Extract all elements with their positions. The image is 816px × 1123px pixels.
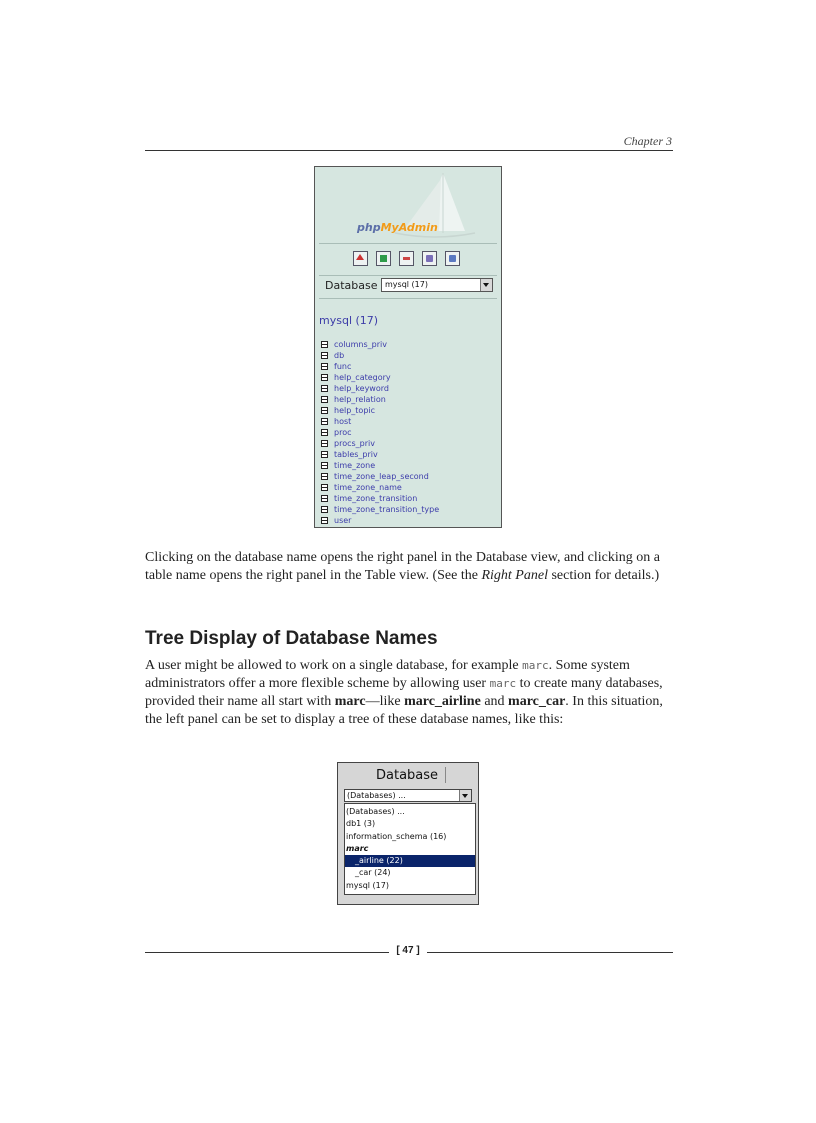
table-item[interactable]: func bbox=[321, 361, 439, 372]
table-item[interactable]: help_keyword bbox=[321, 383, 439, 394]
database-select[interactable]: mysql (17) bbox=[381, 278, 493, 292]
table-item[interactable]: time_zone_leap_second bbox=[321, 471, 439, 482]
option-db1[interactable]: db1 (3) bbox=[346, 819, 376, 829]
database-select[interactable]: (Databases) ... bbox=[344, 789, 472, 802]
divider bbox=[319, 298, 497, 299]
database-name-link[interactable]: mysql (17) bbox=[319, 314, 379, 327]
table-icon[interactable] bbox=[321, 473, 328, 480]
table-icon[interactable] bbox=[321, 462, 328, 469]
option-marc-car[interactable]: _car (24) bbox=[355, 868, 391, 878]
table-icon[interactable] bbox=[321, 385, 328, 392]
table-item[interactable]: proc bbox=[321, 427, 439, 438]
sql-icon[interactable] bbox=[399, 251, 414, 266]
table-item[interactable]: db bbox=[321, 350, 439, 361]
chapter-header: Chapter 3 bbox=[623, 134, 672, 148]
option-information-schema[interactable]: information_schema (16) bbox=[346, 831, 447, 841]
table-item[interactable]: columns_priv bbox=[321, 339, 439, 350]
table-item[interactable]: procs_priv bbox=[321, 438, 439, 449]
database-options-list bbox=[344, 803, 476, 895]
query-window-icon[interactable] bbox=[376, 251, 391, 266]
table-icon[interactable] bbox=[321, 484, 328, 491]
table-item[interactable]: host bbox=[321, 416, 439, 427]
option-group-marc: marc bbox=[346, 843, 369, 853]
phpmyadmin-docs-icon[interactable] bbox=[445, 251, 460, 266]
table-icon[interactable] bbox=[321, 374, 328, 381]
header-rule bbox=[145, 150, 673, 151]
table-icon[interactable] bbox=[321, 418, 328, 425]
table-icon[interactable] bbox=[321, 506, 328, 513]
footer-rule-left bbox=[145, 952, 389, 953]
divider bbox=[319, 275, 497, 276]
section-heading: Tree Display of Database Names bbox=[145, 628, 438, 649]
sailboat-logo-graphic bbox=[315, 167, 501, 247]
divider bbox=[445, 767, 446, 783]
option-databases[interactable]: (Databases) ... bbox=[346, 807, 405, 816]
table-icon[interactable] bbox=[321, 407, 328, 414]
table-item[interactable]: help_category bbox=[321, 372, 439, 383]
table-item[interactable]: user bbox=[321, 515, 439, 526]
option-marc-airline[interactable]: _airline (22) bbox=[345, 855, 475, 867]
option-mysql[interactable]: mysql (17) bbox=[346, 880, 389, 890]
table-icon[interactable] bbox=[321, 440, 328, 447]
table-item[interactable]: time_zone_transition bbox=[321, 493, 439, 504]
table-icon[interactable] bbox=[321, 363, 328, 370]
table-item[interactable]: help_relation bbox=[321, 394, 439, 405]
table-item[interactable]: time_zone_name bbox=[321, 482, 439, 493]
table-icon[interactable] bbox=[321, 429, 328, 436]
page-number: [ 47 ] bbox=[396, 945, 420, 956]
table-list bbox=[321, 339, 439, 526]
table-icon[interactable] bbox=[321, 352, 328, 359]
phpmyadmin-left-panel-figure bbox=[314, 166, 502, 528]
table-icon[interactable] bbox=[321, 341, 328, 348]
table-icon[interactable] bbox=[321, 396, 328, 403]
database-label: Database bbox=[325, 279, 378, 292]
table-item[interactable]: time_zone bbox=[321, 460, 439, 471]
table-icon[interactable] bbox=[321, 517, 328, 524]
database-tree-dropdown-figure bbox=[337, 762, 479, 905]
toolbar-icons bbox=[353, 251, 460, 269]
paragraph-left-panel-clicking: Clicking on the database name opens the right panel in the Database view, and clicking on a table name opens the right panel in the Table view. (See the Right Panel section for details.) bbox=[145, 550, 660, 583]
table-icon[interactable] bbox=[321, 495, 328, 502]
database-label: Database bbox=[376, 768, 439, 783]
docs-icon[interactable] bbox=[422, 251, 437, 266]
phpmyadmin-logo: phpMyAdmin bbox=[357, 221, 438, 234]
home-icon[interactable] bbox=[353, 251, 368, 266]
paragraph-tree-display: A user might be allowed to work on a single database, for example marc. Some system administrators offer a more flexible scheme by allowing user marc to create many databases, provided their name all start with marc—like marc_airline and marc_car. In this situation, the left panel can be set to display a tree of these database names, like this: bbox=[145, 658, 663, 727]
divider bbox=[319, 243, 497, 244]
chevron-down-icon[interactable] bbox=[480, 279, 492, 291]
table-item[interactable]: help_topic bbox=[321, 405, 439, 416]
table-item[interactable]: tables_priv bbox=[321, 449, 439, 460]
chevron-down-icon[interactable] bbox=[459, 790, 471, 801]
footer-rule-right bbox=[427, 952, 673, 953]
table-icon[interactable] bbox=[321, 451, 328, 458]
table-item[interactable]: time_zone_transition_type bbox=[321, 504, 439, 515]
